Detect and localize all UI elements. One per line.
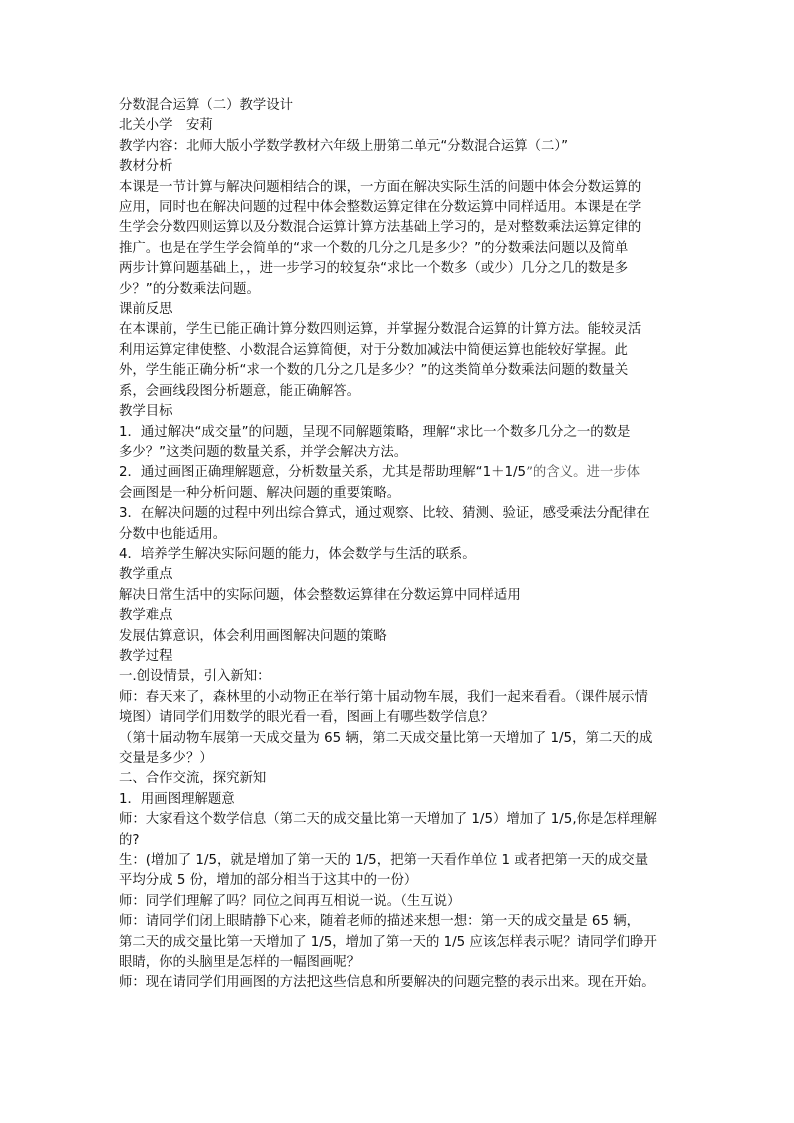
section-heading-objectives: 教学目标 [119,404,173,420]
paragraph-line: 两步计算问题基础上，，进一步学习的较复杂“求比一个数多（或少）几分之几的数是多 [119,261,629,277]
objective-2-text: 2．通过画图正确理解题意，分析数量关系，尤其是帮助理解“1＋1/5 [119,465,527,481]
objective-line: 多少？”这类问题的数量关系，并学会解决方法。 [119,444,408,460]
dialogue-line: 境图）请同学们用数学的眼光看一看，图画上有哪些数学信息？ [119,710,494,726]
subsection-heading: 1．用画图理解题意 [119,791,235,807]
paragraph-line: 本课是一节计算与解决问题相结合的课，一方面在解决实际生活的问题中体会分数运算的 [119,179,642,195]
paragraph-line: 少？”的分数乘法问题。 [119,281,260,297]
section-heading-textbook-analysis: 教材分析 [119,159,173,175]
document-body [119,96,679,994]
objective-line: 1．通过解决“成交量”的问题，呈现不同解题策略，理解“求比一个数多几分之一的数是 [119,424,631,440]
paragraph-line: 发展估算意识，体会利用画图解决问题的策略 [119,628,387,644]
dialogue-line: 师：请同学们闭上眼睛静下心来，随着老师的描述来想一想：第一天的成交量是 65 辆， [119,914,641,930]
dialogue-line: 生：(增加了 1/5，就是增加了第一天的 1/5，把第一天看作单位 1 或者把第一天的成交量 [119,853,649,869]
paragraph-line: 外，学生能正确分析“求一个数的几分之几是多少？”的这类简单分数乘法问题的数量关 [119,363,629,379]
dialogue-line: 师：现在请同学们用画图的方法把这些信息和所要解决的问题完整的表示出来。现在开始。 [119,975,655,991]
objective-line: 3．在解决问题的过程中列出综合算式，通过观察、比较、猜测、验证，感受乘法分配律在 [119,506,650,522]
paragraph-line: 生学会分数四则运算以及分数混合运算计算方法基础上学习的，是对整数乘法运算定律的 [119,220,642,236]
section-heading-key-points: 教学重点 [119,567,173,583]
dialogue-line: 交量是多少？） [119,751,213,766]
dialogue-line: 师：春天来了，森林里的小动物正在举行第十届动物车展，我们一起来看看。（课件展示情 [119,689,648,705]
objective-line: 会画图是一种分析问题、解决问题的重要策略。 [119,485,401,501]
dialogue-line: （第十届动物车展第一天成交量为 65 辆，第二天成交量比第一天增加了 1/5，第二天的成 [119,730,653,746]
section-heading-difficulties: 教学难点 [119,608,173,624]
paragraph-line: 应用，同时也在解决问题的过程中体会整数运算定律在分数运算中同样适用。本课是在学 [119,200,642,216]
dialogue-line: 第二天的成交量比第一天增加了 1/5，增加了第一天的 1/5 应该怎样表示呢？请同学们睁开 [119,934,657,950]
dialogue-line: 平均分成 5 份，增加的部分相当于这其中的一份） [119,873,418,889]
author-line: 北关小学 安莉 [119,118,213,134]
dialogue-line: 师：同学们理解了吗？同位之间再互相说一说。（生互说） [119,893,461,909]
paragraph-line: 利用运算定律使整、小数混合运算简便，对于分数加减法中简便运算也能较好掌握。此 [119,342,628,358]
paragraph-line: 推广。也是在学生学会简单的“求一个数的几分之几是多少？”的分数乘法问题以及简单 [119,240,629,256]
doc-title: 分数混合运算（二）教学设计 [119,98,294,113]
subsection-heading: 一.创设情景，引入新知： [119,669,271,685]
paragraph-line: 在本课前，学生已能正确计算分数四则运算，并掌握分数混合运算的计算方法。能较灵活 [119,322,642,338]
paragraph-line: 系，会画线段图分析题意，能正确解答。 [119,383,361,399]
section-heading-process: 教学过程 [119,648,173,664]
objective-line: 4．培养学生解决实际问题的能力，体会数学与生活的联系。 [119,546,476,562]
content-line: 教学内容：北师大版小学数学教材六年级上册第二单元“分数混合运算（二）” [119,138,569,154]
dialogue-line: 师：大家看这个数学信息（第二天的成交量比第一天增加了 1/5）增加了 1/5,你是怎样理解 [119,812,657,828]
section-heading-pre-reflection: 课前反思 [119,302,173,318]
dialogue-line: 眼睛，你的头脑里是怎样的一幅图画呢？ [119,955,361,971]
objective-2-tail: ”的含义。进一步体 [526,465,641,481]
subsection-heading: 二、合作交流，探究新知 [119,771,267,787]
dialogue-line: 的? [119,832,140,848]
paragraph-line: 解决日常生活中的实际问题，体会整数运算律在分数运算中同样适用 [119,587,521,603]
objective-line: 分数中也能适用。 [119,526,227,542]
objective-line [119,463,679,483]
